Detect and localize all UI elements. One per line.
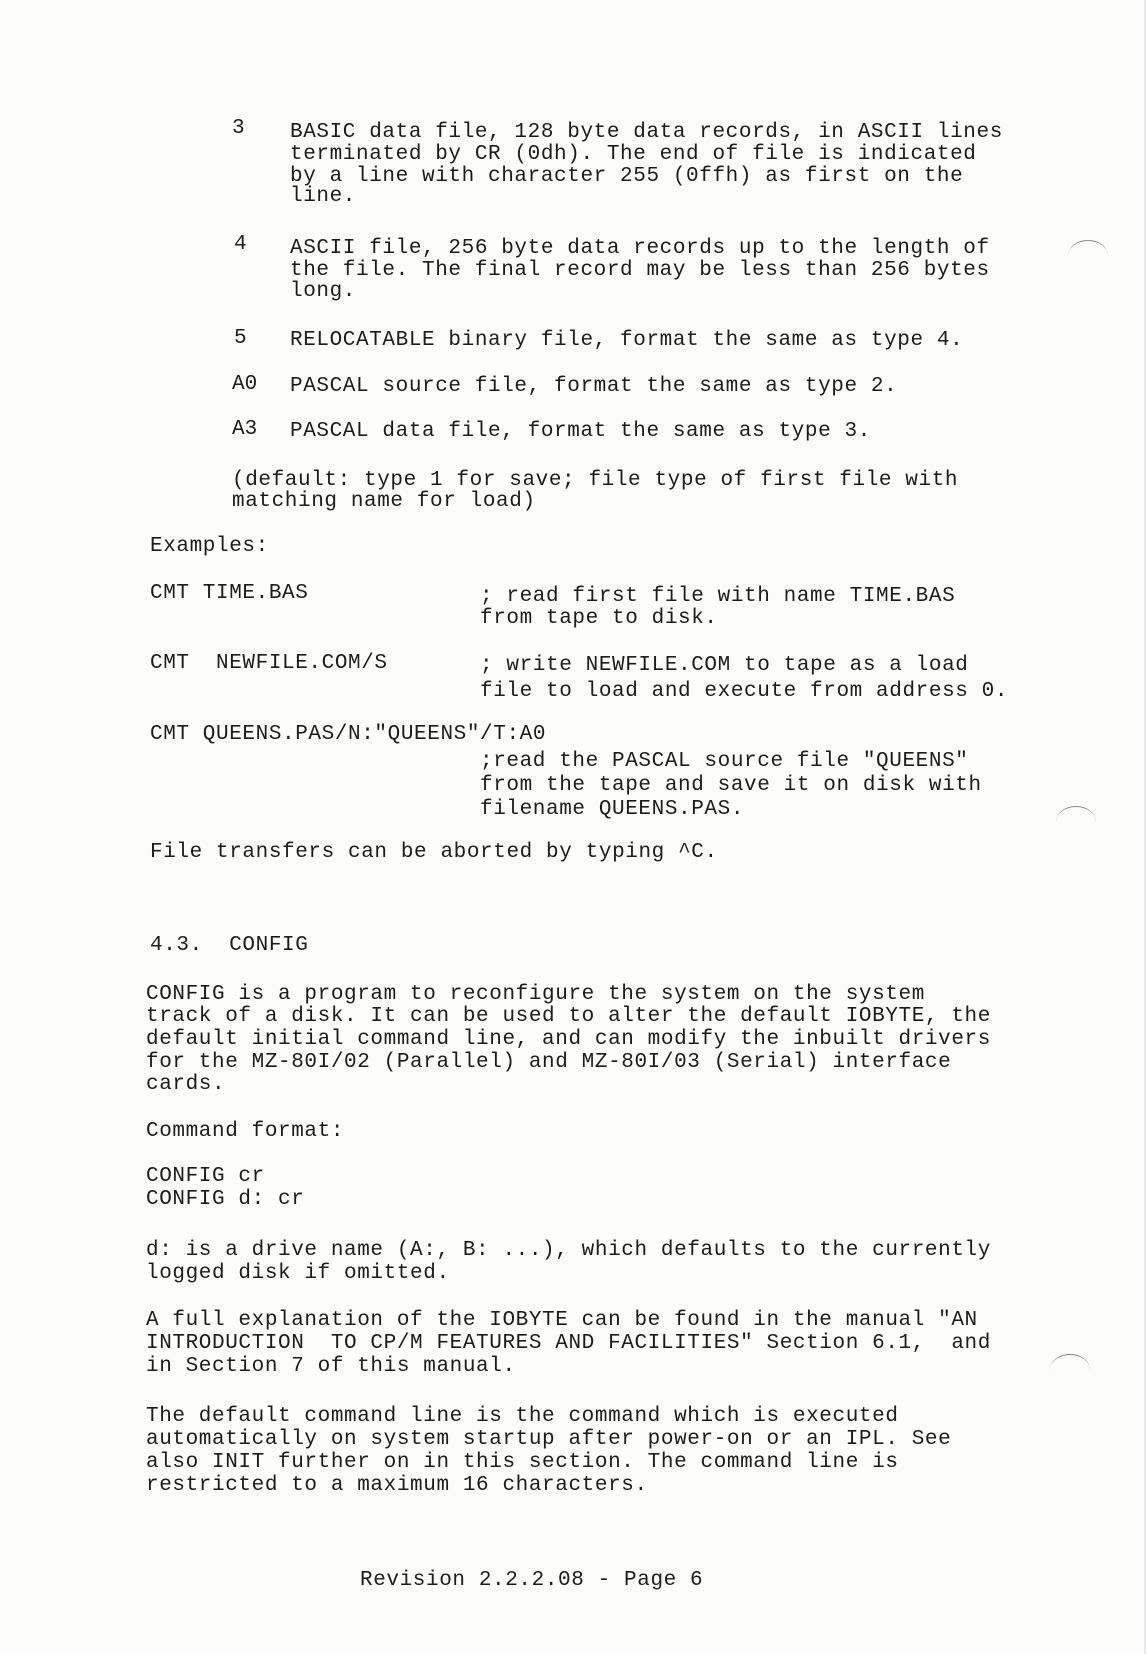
- iobyte-note-line: INTRODUCTION TO CP/M FEATURES AND FACILITIES" Section 6.1, and: [146, 1332, 991, 1355]
- config-intro-line: for the MZ-80I/02 (Parallel) and MZ-80I/03 (Serial) interface: [146, 1051, 952, 1074]
- example-desc-line: ; read first file with name TIME.BAS: [480, 585, 956, 608]
- abort-note: File transfers can be aborted by typing ^C.: [150, 841, 718, 864]
- type-desc-line: ASCII file, 256 byte data records up to the length of: [290, 237, 990, 260]
- config-intro-line: track of a disk. It can be used to alter the default IOBYTE, the: [146, 1005, 991, 1028]
- default-cmd-note-line: The default command line is the command which is executed: [146, 1405, 899, 1428]
- default-note-line: (default: type 1 for save; file type of first file with: [232, 469, 959, 492]
- example-desc-line: ; write NEWFILE.COM to tape as a load: [480, 654, 969, 677]
- type-code: 4: [234, 233, 247, 256]
- examples-heading: Examples:: [150, 535, 269, 558]
- type-desc-line: by a line with character 255 (0ffh) as first on the: [290, 165, 964, 188]
- default-cmd-note-line: automatically on system startup after power-on or an IPL. See: [146, 1428, 952, 1451]
- config-intro-line: cards.: [146, 1073, 226, 1096]
- type-code: 5: [234, 327, 247, 350]
- config-intro-line: CONFIG is a program to reconfigure the system on the system: [146, 983, 925, 1006]
- type-desc-line: long.: [290, 280, 357, 303]
- example-desc-line: from tape to disk.: [480, 607, 718, 630]
- iobyte-note-line: in Section 7 of this manual.: [146, 1355, 516, 1378]
- example-desc-line: filename QUEENS.PAS.: [480, 798, 745, 821]
- binder-hole-mark: [1056, 806, 1096, 837]
- iobyte-note-line: A full explanation of the IOBYTE can be found in the manual "AN: [146, 1309, 978, 1332]
- section-heading: 4.3. CONFIG: [150, 934, 309, 957]
- example-desc-line: from the tape and save it on disk with: [480, 774, 982, 797]
- type-desc-line: PASCAL source file, format the same as type 2.: [290, 375, 898, 398]
- command-format-line: CONFIG cr: [146, 1165, 265, 1188]
- example-command: CMT NEWFILE.COM/S: [150, 652, 388, 675]
- page-footer: Revision 2.2.2.08 - Page 6: [360, 1569, 704, 1592]
- type-code: A3: [232, 418, 258, 441]
- example-desc-line: file to load and execute from address 0.: [480, 680, 1009, 703]
- command-format-line: CONFIG d: cr: [146, 1188, 305, 1211]
- type-desc-line: line.: [290, 185, 357, 208]
- type-code: 3: [232, 117, 245, 140]
- command-format-label: Command format:: [146, 1120, 345, 1143]
- example-command: CMT QUEENS.PAS/N:"QUEENS"/T:A0: [150, 723, 547, 746]
- default-cmd-note-line: restricted to a maximum 16 characters.: [146, 1474, 648, 1497]
- default-cmd-note-line: also INIT further on in this section. The command line is: [146, 1451, 899, 1474]
- drive-note-line: logged disk if omitted.: [146, 1262, 450, 1285]
- type-desc-line: terminated by CR (0dh). The end of file is indicated: [290, 143, 977, 166]
- type-code: A0: [232, 373, 258, 396]
- type-desc-line: the file. The final record may be less than 256 bytes: [290, 259, 990, 282]
- type-desc-line: BASIC data file, 128 byte data records, in ASCII lines: [290, 121, 1003, 144]
- config-intro-line: default initial command line, and can modify the inbuilt drivers: [146, 1028, 991, 1051]
- type-desc-line: RELOCATABLE binary file, format the same as type 4.: [290, 329, 964, 352]
- default-note-line: matching name for load): [232, 490, 536, 513]
- example-desc-line: ;read the PASCAL source file "QUEENS": [480, 750, 969, 773]
- example-command: CMT TIME.BAS: [150, 582, 309, 605]
- drive-note-line: d: is a drive name (A:, B: ...), which defaults to the currently: [146, 1239, 991, 1262]
- binder-hole-mark: [1050, 1354, 1090, 1385]
- type-desc-line: PASCAL data file, format the same as type 3.: [290, 420, 871, 443]
- binder-hole-mark: [1068, 240, 1108, 271]
